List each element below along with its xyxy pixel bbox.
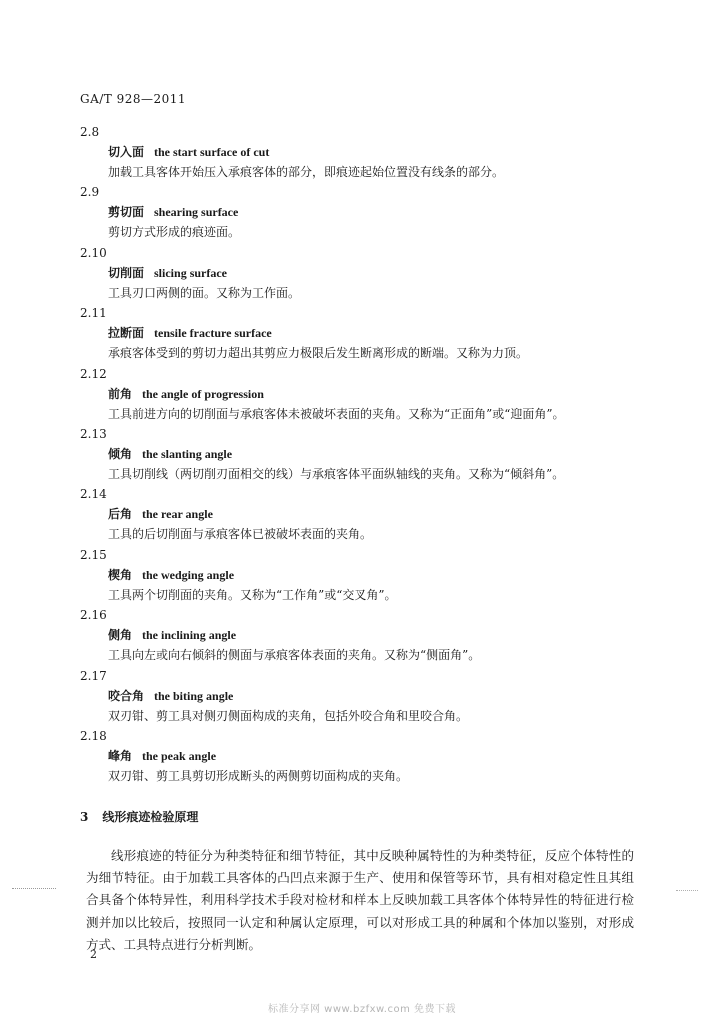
term-entry bbox=[80, 122, 680, 182]
term-number: 2.9 bbox=[80, 185, 100, 200]
term-english: the wedging angle bbox=[142, 567, 235, 582]
term-title bbox=[80, 142, 680, 162]
term-entry bbox=[80, 545, 680, 605]
term-title bbox=[80, 202, 680, 222]
term-chinese: 前角 bbox=[108, 386, 133, 401]
term-number: 2.15 bbox=[80, 547, 107, 562]
term-definition: 双刃钳、剪工具对侧刃侧面构成的夹角，包括外咬合角和里咬合角。 bbox=[108, 708, 469, 723]
term-entry bbox=[80, 605, 680, 665]
term-number: 2.16 bbox=[80, 608, 107, 623]
term-title bbox=[80, 686, 680, 706]
term-title bbox=[80, 746, 680, 766]
terms-list bbox=[80, 122, 680, 786]
section-paragraph: 线形痕迹的特征分为种类特征和细节特征，其中反映种属特性的为种类特征，反应个体特性的为细节特征。由于加载工具客体的凸凹点来源于生产、使用和保管等环节，具有相对稳定性且其组合具备个体特异性，利用科学技术手段对检材和样本上反映加载工具客体个体特异性的特征进行检测并加以比较后，按照同一认定和种属认定原理，可以对形成工具的种属和个体加以鉴别，对形成方式、工具特点进行分析判断。 bbox=[86, 848, 634, 952]
term-chinese: 拉断面 bbox=[108, 326, 145, 341]
term-entry bbox=[80, 303, 680, 363]
term-number: 2.10 bbox=[80, 245, 107, 260]
term-english: the slanting angle bbox=[142, 446, 233, 461]
standard-code: GA/T 928—2011 bbox=[80, 92, 187, 106]
section-heading bbox=[80, 808, 198, 825]
term-english: the biting angle bbox=[154, 688, 234, 703]
term-entry bbox=[80, 364, 680, 424]
term-title bbox=[80, 323, 680, 343]
term-english: the angle of progression bbox=[142, 386, 264, 401]
term-english: slicing surface bbox=[154, 265, 228, 280]
term-definition: 承痕客体受到的剪切力超出其剪应力极限后发生断离形成的断端。又称为力顶。 bbox=[108, 346, 529, 361]
term-entry bbox=[80, 243, 680, 303]
term-definition: 工具前进方向的切削面与承痕客体未被破坏表面的夹角。又称为“正面角”或“迎面角”。 bbox=[108, 406, 565, 421]
term-number: 2.17 bbox=[80, 668, 107, 683]
page-number: 2 bbox=[90, 948, 97, 961]
term-english: the start surface of cut bbox=[154, 145, 270, 159]
term-english: shearing surface bbox=[154, 205, 239, 220]
term-definition: 工具刃口两侧的面。又称为工作面。 bbox=[108, 285, 301, 300]
term-title bbox=[80, 625, 680, 645]
term-number: 2.18 bbox=[80, 728, 107, 743]
term-chinese: 后角 bbox=[108, 507, 133, 522]
term-chinese: 峰角 bbox=[108, 748, 133, 763]
section-title: 线形痕迹检验原理 bbox=[102, 810, 199, 824]
scan-artifact bbox=[676, 890, 698, 893]
term-definition: 工具的后切削面与承痕客体已被破坏表面的夹角。 bbox=[108, 527, 373, 542]
term-entry bbox=[80, 182, 680, 242]
term-english: the rear angle bbox=[142, 507, 213, 522]
watermark: 标准分享网 www.bzfxw.com 免费下载 bbox=[268, 1004, 456, 1015]
term-definition: 工具两个切削面的夹角。又称为“工作角”或“交叉角”。 bbox=[108, 587, 397, 602]
section-number: 3 bbox=[80, 810, 89, 824]
term-number: 2.11 bbox=[80, 306, 107, 321]
term-chinese: 切入面 bbox=[108, 145, 145, 159]
term-definition: 工具向左或向右倾斜的侧面与承痕客体表面的夹角。又称为“侧面角”。 bbox=[108, 648, 481, 663]
term-number: 2.14 bbox=[80, 487, 107, 502]
term-title bbox=[80, 384, 680, 404]
term-chinese: 剪切面 bbox=[108, 205, 145, 220]
term-chinese: 楔角 bbox=[108, 567, 133, 582]
term-title bbox=[80, 444, 680, 464]
term-chinese: 倾角 bbox=[108, 446, 133, 461]
term-number: 2.12 bbox=[80, 366, 107, 381]
term-entry bbox=[80, 484, 680, 544]
term-english: the inclining angle bbox=[142, 628, 237, 643]
term-english: the peak angle bbox=[142, 748, 217, 763]
scan-artifact bbox=[12, 888, 56, 892]
term-definition: 剪切方式形成的痕迹面。 bbox=[108, 225, 241, 240]
term-entry bbox=[80, 666, 680, 726]
term-number: 2.8 bbox=[80, 125, 100, 139]
term-chinese: 侧角 bbox=[108, 628, 133, 643]
term-chinese: 切削面 bbox=[108, 265, 145, 280]
term-definition: 工具切削线（两切削刃面相交的线）与承痕客体平面纵轴线的夹角。又称为“倾斜角”。 bbox=[108, 466, 565, 481]
term-entry bbox=[80, 726, 680, 786]
term-definition: 加载工具客体开始压入承痕客体的部分，即痕迹起始位置没有线条的部分。 bbox=[108, 165, 505, 179]
term-title bbox=[80, 263, 680, 283]
term-definition: 双刃钳、剪工具剪切形成断头的两侧剪切面构成的夹角。 bbox=[108, 768, 409, 783]
term-title bbox=[80, 504, 680, 524]
term-chinese: 咬合角 bbox=[108, 688, 145, 703]
term-english: tensile fracture surface bbox=[154, 326, 272, 341]
term-title bbox=[80, 565, 680, 585]
term-number: 2.13 bbox=[80, 426, 107, 441]
term-entry bbox=[80, 424, 680, 484]
